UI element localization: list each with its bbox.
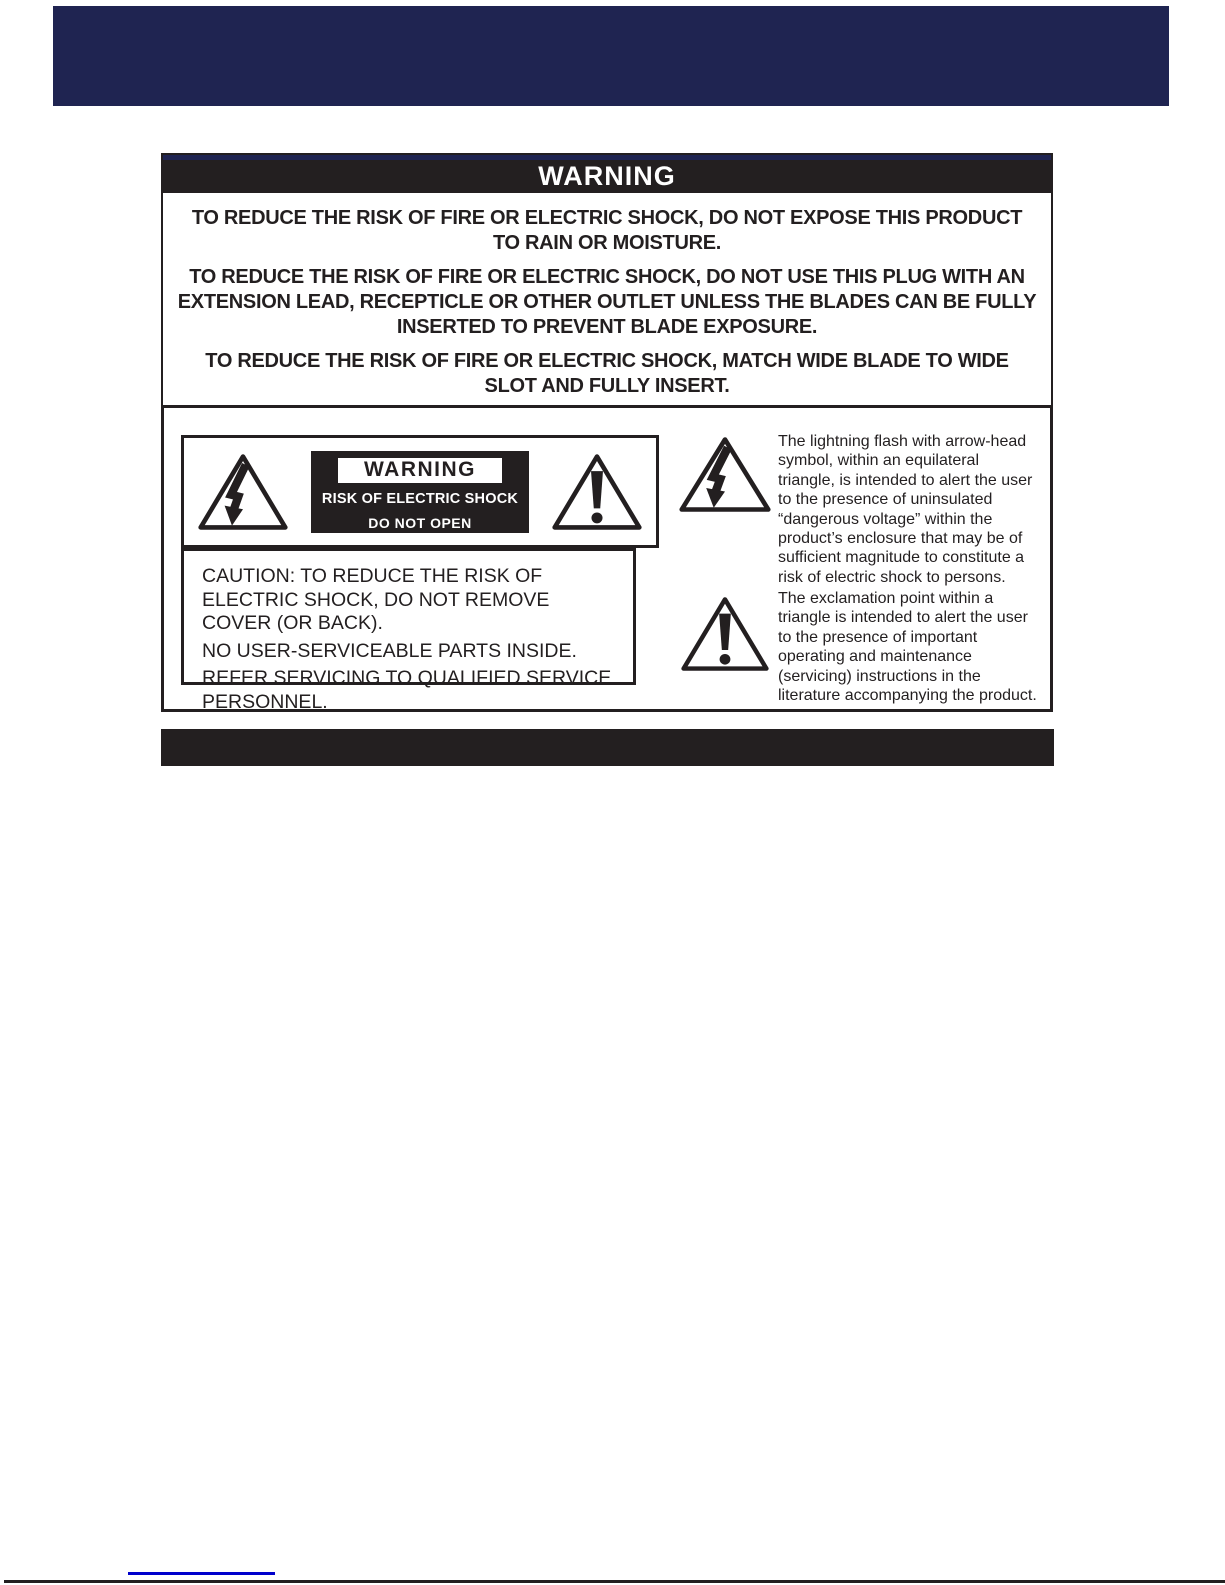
lightning-note-text: The lightning flash with arrow-head symbol, within an equilateral triangle, is intended to alert the user to the presence of uninsulated “dangerous voltage” within the product’s enclosure that may be of sufficient magnitude to constitute a risk of electric shock to persons. [778, 433, 1033, 586]
label-risk-line: RISK OF ELECTRIC SHOCK [321, 490, 519, 507]
warning-paragraph: TO REDUCE THE RISK OF FIRE OR ELECTRIC SHOCK, DO NOT EXPOSE THIS PRODUCT TO RAIN OR MOISTURE. [191, 207, 1023, 254]
lightning-triangle-icon [678, 435, 772, 514]
label-warning-strip [338, 458, 502, 483]
warning-notice-title: WARNING [538, 161, 676, 191]
exclamation-note-text: The exclamation point within a triangle is intended to alert the user to the presence of important operating and maintenance (servicing) instructions in the literature accompanying the product. [778, 590, 1037, 705]
warning-paragraph: TO REDUCE THE RISK OF FIRE OR ELECTRIC SHOCK, DO NOT USE THIS PLUG WITH AN EXTENSION LEAD, RECEPTICLE OR OTHER OUTLET UNLESS THE BLADES CAN BE FULLY INSERTED TO PREVENT BLADE EXPOSURE. [177, 266, 1037, 338]
exclamation-triangle-icon [680, 595, 770, 673]
caution-paragraph: CAUTION: TO REDUCE THE RISK OF ELECTRIC SHOCK, DO NOT REMOVE COVER (OR BACK). [202, 565, 550, 634]
shock-hazard-label-box [181, 435, 659, 548]
caution-panel [161, 405, 1053, 712]
section-divider-bar [161, 729, 1054, 766]
warning-notice-box [161, 153, 1053, 416]
exclamation-triangle-icon [551, 452, 643, 532]
warning-notice-body [163, 193, 1051, 414]
page-header-band [53, 6, 1169, 106]
warning-paragraph: TO REDUCE THE RISK OF FIRE OR ELECTRIC SHOCK, MATCH WIDE BLADE TO WIDE SLOT AND FULLY INSERT. [205, 350, 1009, 397]
footer-rule [4, 1580, 1225, 1583]
footer-link-underline[interactable] [128, 1572, 275, 1575]
caution-paragraph: REFER SERVICING TO QUALIFIED SERVICE PERSONNEL. [202, 667, 612, 713]
label-do-not-open-line: DO NOT OPEN [368, 514, 472, 531]
shock-hazard-label [311, 451, 529, 533]
lightning-triangle-icon [197, 452, 289, 532]
warning-notice-header [163, 155, 1051, 193]
caution-paragraph: NO USER-SERVICEABLE PARTS INSIDE. [202, 639, 577, 662]
label-warning-title: WARNING [364, 458, 476, 481]
caution-text-box [181, 548, 636, 713]
